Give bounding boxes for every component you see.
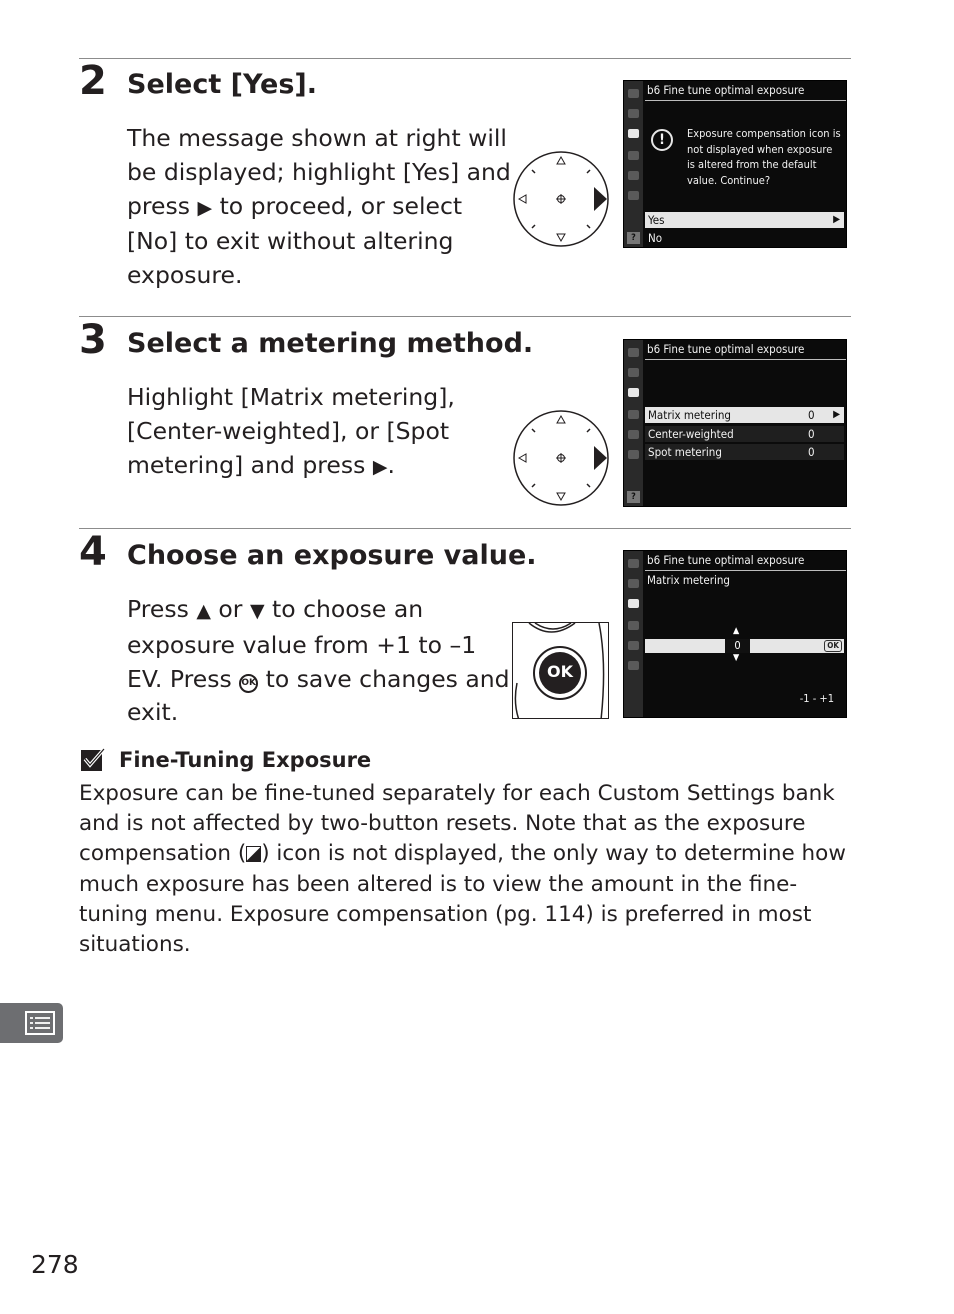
step-number: 2: [79, 58, 107, 104]
value-range: -1 - +1: [799, 692, 834, 705]
metering-row: Matrix metering 0 ▶: [645, 407, 844, 423]
step-text: The message shown at right will be displayed; highlight [Yes] and press ▶ to proceed, or select [No] to exit without altering exposure.: [127, 124, 511, 290]
right-arrow-icon: ▶: [833, 409, 840, 420]
right-arrow-icon: ▶: [197, 196, 213, 219]
up-arrow-icon: ▲: [196, 600, 211, 622]
page-number: 278: [31, 1250, 79, 1279]
camera-screen-confirm: [623, 80, 847, 248]
value-control: [645, 639, 844, 653]
right-arrow-icon: ▶: [833, 214, 840, 225]
check-note-icon: [80, 748, 106, 772]
down-arrow-icon: ▼: [733, 653, 740, 663]
down-arrow-icon: ▼: [249, 600, 265, 622]
exposure-compensation-icon: [246, 846, 261, 862]
section-rule: [79, 58, 851, 59]
metering-row: Center-weighted 0: [645, 426, 844, 442]
section-rule: [79, 316, 851, 317]
menu-option-no: No: [648, 231, 663, 245]
multi-selector-icon: [512, 150, 610, 248]
section-rule: [79, 528, 851, 529]
step-text: Press ▲ or ▼ to choose an exposure value from +1 to –1 EV. Press OK to save changes and exit.: [127, 595, 510, 727]
menu-sidebar: [624, 551, 643, 717]
confirm-message: Exposure compensation icon is not displayed when exposure is altered from the default value. Continue?: [687, 127, 841, 187]
camera-screen-metering: [623, 339, 847, 507]
menu-sidebar: [624, 340, 643, 506]
step-title: Select a metering method.: [127, 328, 534, 359]
step-number: 4: [79, 529, 107, 575]
menu-tab-icon: [25, 1011, 55, 1035]
up-arrow-icon: ▲: [733, 626, 740, 636]
screen-title: b6 Fine tune optimal exposure: [645, 340, 846, 360]
help-icon: ?: [627, 491, 640, 503]
multi-selector-icon: [512, 409, 610, 507]
step-title: Choose an exposure value.: [127, 540, 537, 571]
screen-subtitle: Matrix metering: [647, 573, 730, 587]
step-number: 3: [79, 317, 107, 363]
ok-button-illustration: [512, 622, 609, 719]
camera-screen-value: [623, 550, 847, 718]
step-title: Select [Yes].: [127, 69, 318, 100]
menu-option-yes: Yes ▶: [645, 212, 844, 228]
help-icon: ?: [627, 232, 640, 244]
menu-sidebar: [624, 81, 643, 247]
screen-title: b6 Fine tune optimal exposure: [645, 551, 846, 571]
exposure-value: 0: [725, 639, 750, 653]
screen-title: b6 Fine tune optimal exposure: [645, 81, 846, 101]
metering-row: Spot metering 0: [645, 444, 844, 460]
ok-badge: OK: [824, 640, 842, 652]
ok-button-label: OK: [547, 662, 573, 681]
note-text: Exposure can be fine-tuned separately for each Custom Settings bank and is not affected by two-button resets. Note that as the exposure compensation ( ) icon is not displayed, the only way to determine how much exposure has been altered is to view the amount in the fine-tuning menu. Exposure compensation (pg. 114) is preferred in most situations.: [79, 781, 846, 958]
ok-button-icon: OK: [239, 674, 258, 693]
note-title: Fine-Tuning Exposure: [119, 748, 372, 772]
menu-tab: [0, 1003, 63, 1043]
step-text: Highlight [Matrix metering], [Center-weighted], or [Spot metering] and press ▶.: [127, 383, 455, 479]
warning-icon: !: [651, 129, 673, 151]
right-arrow-icon: ▶: [372, 455, 388, 478]
